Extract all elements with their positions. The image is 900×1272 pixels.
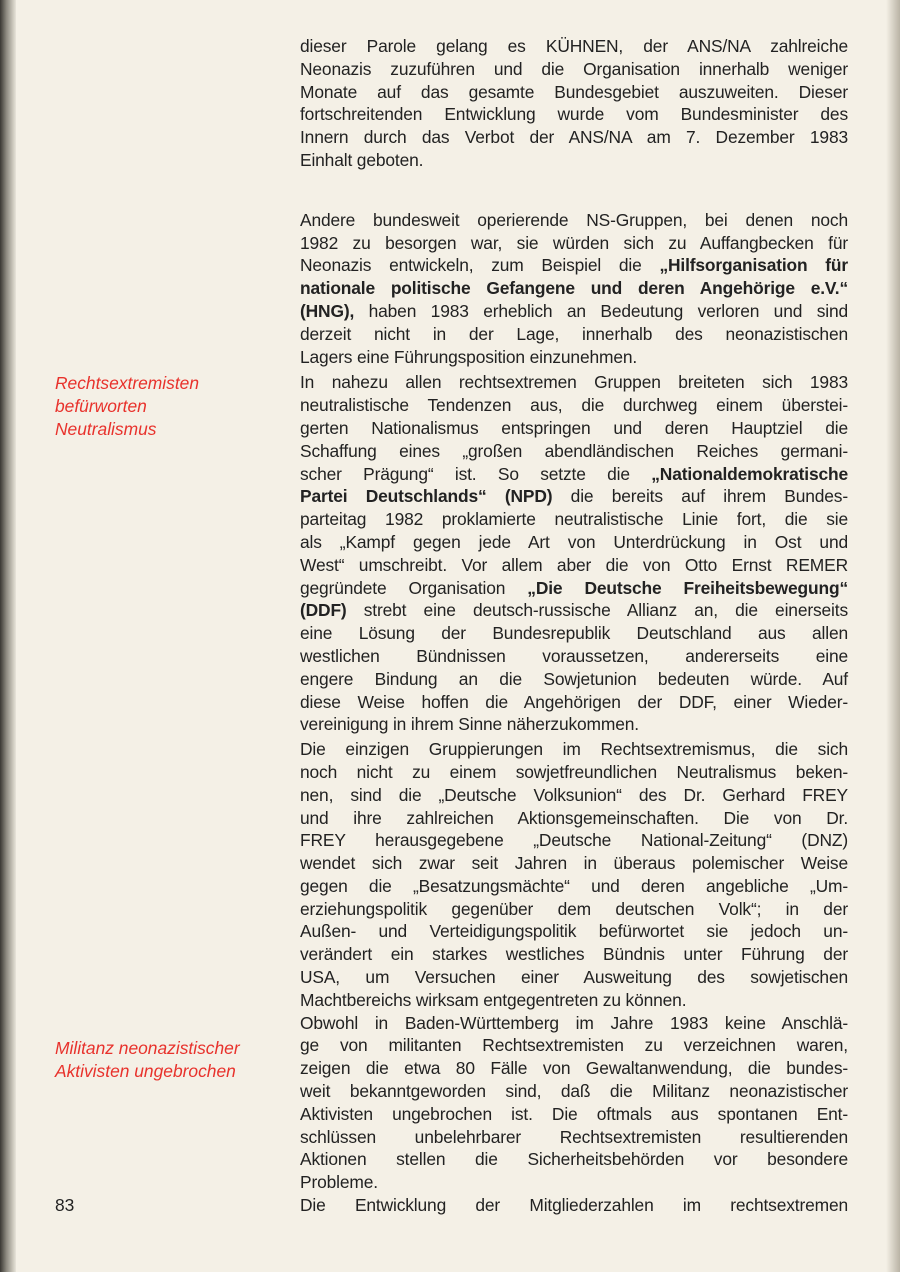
text-segment: Außen- und Verteidigungspolitik befürwortet sie jedoch un- [300, 921, 848, 942]
text-segment: noch nicht zu einem sowjetfreundlichen Neutralismus beken- [300, 761, 848, 782]
text-line [300, 691, 848, 714]
text-line [300, 1012, 848, 1035]
text-segment: neutralistische Tendenzen aus, die durchweg einem überstei- [300, 395, 848, 416]
text-segment: erziehungspolitik gegenüber dem deutschen Volk“; in der [300, 898, 848, 919]
text-segment: Obwohl in Baden-Württemberg im Jahre 1983 keine Anschlä- [300, 1012, 848, 1033]
text-segment: Probleme. [300, 1172, 378, 1193]
text-segment: diese Weise hoffen die Angehörigen der DDF, einer Wieder- [300, 691, 848, 712]
bold-text: nationale politische Gefangene und deren Angehörige e.V.“ [300, 278, 848, 299]
text-line [300, 440, 848, 463]
text-line [300, 599, 848, 622]
text-segment: dieser Parole gelang es KÜHNEN, der ANS/NA zahlreiche [300, 36, 848, 56]
paragraph-kuehnen [300, 35, 848, 172]
text-segment: weit bekanntgeworden sind, daß die Militanz neonazistischer [300, 1081, 848, 1102]
text-segment: nen, sind die „Deutsche Volksunion“ des Dr. Gerhard FREY [300, 784, 848, 805]
text-segment: schlüssen unbelehrbarer Rechtsextremisten resultierenden [300, 1126, 848, 1147]
text-line [300, 300, 848, 323]
margin-note-line: Neutralismus [55, 418, 157, 439]
text-line [300, 126, 848, 149]
text-segment: Aktionen stellen die Sicherheitsbehörden vor besondere [300, 1149, 848, 1170]
text-line [300, 1034, 848, 1057]
text-line [300, 485, 848, 508]
text-segment: haben 1983 erheblich an Bedeutung verloren und sind [354, 300, 848, 321]
text-segment: Die einzigen Gruppierungen im Rechtsextremismus, die sich [300, 739, 848, 760]
text-line [300, 875, 848, 898]
text-segment: wendet sich zwar seit Jahren in überaus polemischer Weise [300, 853, 848, 874]
text-line [300, 829, 848, 852]
bold-text: „Die Deutsche Freiheitsbewegung“ [527, 577, 848, 598]
text-line [300, 1126, 848, 1149]
bold-text: „Nationaldemokratische [651, 463, 848, 484]
text-line [300, 622, 848, 645]
text-line [300, 254, 848, 277]
text-line [300, 761, 848, 784]
text-line [300, 371, 848, 394]
text-line [300, 209, 848, 232]
text-segment: Andere bundesweit operierende NS-Gruppen, bei denen noch [300, 209, 848, 230]
bold-text: (HNG), [300, 300, 355, 321]
text-line [300, 81, 848, 104]
text-line [300, 323, 848, 346]
page-number: 83 [55, 1195, 75, 1215]
text-line [300, 943, 848, 966]
paragraph-volksunion [300, 738, 848, 1012]
text-line [300, 1194, 848, 1217]
text-segment: Schaffung eines „großen abendländischen Reiches germani- [300, 440, 848, 461]
bold-text: „Hilfsorganisation für [659, 255, 848, 276]
text-segment: 1982 zu besorgen war, sie würden sich zu Auffangbecken für [300, 232, 848, 253]
margin-note-line: befürworten [55, 395, 147, 416]
text-column [300, 35, 848, 1217]
text-segment: In nahezu allen rechtsextremen Gruppen breiteten sich 1983 [300, 372, 848, 393]
text-segment: engere Bindung an die Sowjetunion bedeuten würde. Auf [300, 668, 848, 689]
text-line [300, 417, 848, 440]
text-line [300, 1080, 848, 1103]
text-segment: strebt eine deutsch-russische Allianz an, die einerseits [346, 600, 848, 621]
text-line [300, 989, 848, 1012]
text-line [300, 35, 848, 58]
text-segment: derzeit nicht in der Lage, innerhalb des neonazistischen [300, 323, 848, 344]
text-segment: Machtbereichs wirksam entgegentreten zu können. [300, 989, 687, 1010]
text-line [300, 1148, 848, 1171]
text-line [300, 554, 848, 577]
margin-note-line: Militanz neonazistischer [55, 1038, 240, 1058]
paragraph-neutralismus [300, 371, 848, 736]
margin-note-neutralismus [55, 372, 290, 440]
text-segment: gegründete Organisation [300, 577, 528, 598]
text-line [300, 668, 848, 691]
text-line [300, 738, 848, 761]
text-segment: Lagers eine Führungsposition einzunehmen. [300, 346, 638, 367]
paragraph-mitgliederzahlen [300, 1194, 848, 1217]
text-segment: scher Prägung“ ist. So setzte die [300, 463, 652, 484]
text-segment: parteitag 1982 proklamierte neutralistische Linie fort, die sie [300, 509, 848, 530]
paragraph-hng [300, 209, 848, 369]
bold-text: Partei Deutschlands“ (NPD) [300, 486, 553, 507]
paragraph-militanz [300, 1012, 848, 1194]
text-segment: West“ umschreibt. Vor allem aber die von Otto Ernst REMER [300, 554, 848, 575]
page-binding-shadow [0, 0, 16, 1272]
text-line [300, 149, 848, 172]
text-segment: Neonazis entwickeln, zum Beispiel die [300, 255, 660, 276]
text-segment: fortschreitenden Entwicklung wurde vom Bundesminister des [300, 104, 848, 125]
text-line [300, 577, 848, 600]
text-segment: Innern durch das Verbot der ANS/NA am 7. Dezember 1983 [300, 127, 848, 148]
bold-text: (DDF) [300, 600, 347, 621]
text-line [300, 508, 848, 531]
text-line [300, 807, 848, 830]
text-segment: USA, um Versuchen einer Ausweitung des sowjetischen [300, 967, 848, 988]
text-line [300, 277, 848, 300]
text-line [300, 346, 848, 369]
text-line [300, 645, 848, 668]
text-line [300, 103, 848, 126]
text-segment: Die Entwicklung der Mitgliederzahlen im rechtsextremen [300, 1195, 848, 1216]
text-segment: zeigen die etwa 80 Fälle von Gewaltanwendung, die bundes- [300, 1058, 848, 1079]
text-line [300, 1171, 848, 1194]
text-line [300, 463, 848, 486]
text-segment: und ihre zahlreichen Aktionsgemeinschaften. Die von Dr. [300, 807, 848, 828]
text-line [300, 966, 848, 989]
text-segment: ge von militanten Rechtsextremisten zu verzeichnen waren, [300, 1035, 848, 1056]
margin-note-line: Aktivisten ungebrochen [55, 1060, 236, 1081]
text-segment: die bereits auf ihrem Bundes- [552, 486, 848, 507]
margin-note-line: Rechtsextremisten [55, 373, 200, 393]
text-line [300, 920, 848, 943]
text-segment: verändert ein starkes westliches Bündnis unter Führung der [300, 944, 848, 965]
text-line [300, 58, 848, 81]
text-segment: FREY herausgegebene „Deutsche National-Zeitung“ (DNZ) [300, 830, 848, 851]
text-segment: als „Kampf gegen jede Art von Unterdrückung in Ost und [300, 531, 848, 552]
text-line [300, 852, 848, 875]
text-segment: Neonazis zuzuführen und die Organisation innerhalb weniger [300, 58, 848, 79]
text-line [300, 898, 848, 921]
text-line [300, 394, 848, 417]
text-line [300, 1057, 848, 1080]
text-line [300, 531, 848, 554]
text-segment: eine Lösung der Bundesrepublik Deutschland aus allen [300, 623, 848, 644]
text-line [300, 1103, 848, 1126]
text-segment: westlichen Bündnissen voraussetzen, andererseits eine [300, 645, 848, 666]
text-segment: Monate auf das gesamte Bundesgebiet auszuweiten. Dieser [300, 81, 848, 102]
text-segment: Einhalt geboten. [300, 149, 424, 170]
text-line [300, 784, 848, 807]
text-line [300, 232, 848, 255]
page-edge [886, 0, 900, 1272]
text-line [300, 713, 848, 736]
text-segment: vereinigung in ihrem Sinne näherzukommen. [300, 714, 639, 735]
text-segment: gegen die „Besatzungsmächte“ und deren angebliche „Um- [300, 875, 848, 896]
margin-note-militanz [55, 1037, 290, 1083]
text-segment: gerten Nationalismus entspringen und deren Hauptziel die [300, 417, 848, 438]
text-segment: Aktivisten ungebrochen ist. Die oftmals aus spontanen Ent- [300, 1103, 848, 1124]
